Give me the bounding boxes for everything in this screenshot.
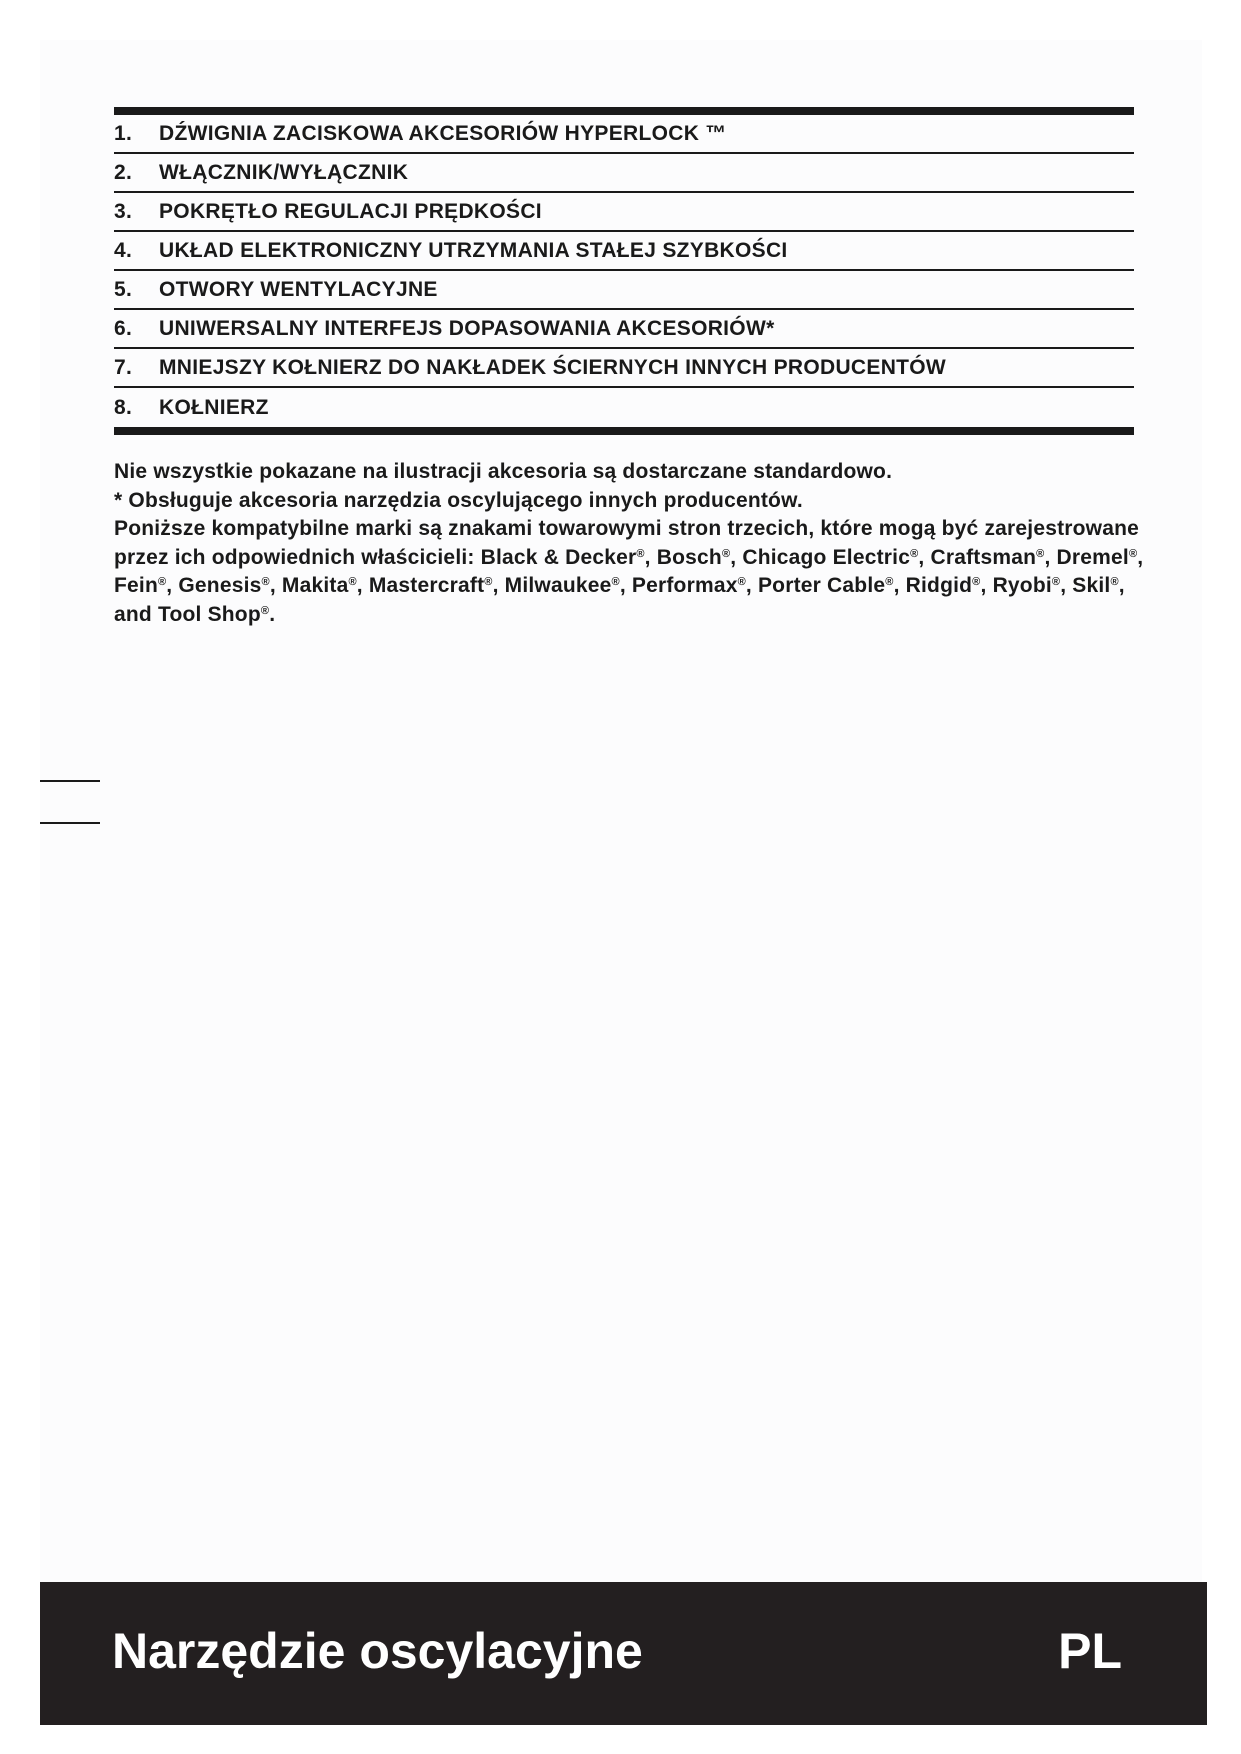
registered-mark: ® [157,576,167,588]
registered-mark: ® [885,576,894,588]
parts-list-top-rule [114,107,1134,115]
note-compatibility: * Obsługuje akcesoria narzędzia oscylującego innych producentów. [114,488,803,512]
part-row [114,349,1134,388]
separator: , [745,574,758,597]
note-accessories: Nie wszystkie pokazane na ilustracji akcesoria są dostarczane standardowo. [114,460,893,483]
brand-name: Dremel [1056,545,1129,569]
registered-mark: ® [972,576,981,588]
separator: , [730,545,743,569]
brand-name: Milwaukee [504,574,612,597]
part-row [114,310,1134,349]
part-number: 1. [114,121,133,145]
trademark-intro: Poniższe kompatybilne marki są znakami towarowymi stron trzecich, które mogą być zarejestrowane przez ich odpowiednich właścicieli: [114,517,1140,569]
brand-name: Mastercraft [368,574,485,597]
parts-list-bottom-rule [114,427,1134,435]
separator: , [356,574,369,597]
brand-name: Black & Decker [480,545,637,569]
brand-name: Fein [114,574,158,597]
registered-mark: ® [261,576,270,588]
brand-name: Genesis [178,574,262,597]
brand-name: Makita [281,574,349,597]
brand-prefix: and [114,602,158,626]
part-label: DŹWIGNIA ZACISKOWA AKCESORIÓW HYPERLOCK ™ [159,121,727,145]
part-label: MNIEJSZY KOŁNIERZ DO NAKŁADEK ŚCIERNYCH INNYCH PRODUCENTÓW [159,355,947,379]
part-number: 7. [114,355,133,379]
separator: , [269,574,282,597]
registered-mark: ® [737,576,746,588]
notes-block [114,458,1144,629]
separator: , [918,545,931,569]
registered-mark: ® [1036,547,1045,560]
brand-name: Ryobi [992,574,1052,597]
part-label: POKRĘTŁO REGULACJI PRĘDKOŚCI [159,199,542,223]
brand-name: Bosch [656,545,722,569]
brand-name: Craftsman [930,545,1037,569]
part-row [114,232,1134,271]
part-number: 8. [114,395,133,419]
separator: , [166,574,179,597]
part-label: UKŁAD ELEKTRONICZNY UTRZYMANIA STAŁEJ SZYBKOŚCI [159,238,788,262]
registered-mark: ® [260,604,270,617]
part-number: 6. [114,316,133,340]
part-number: 3. [114,199,133,223]
part-row [114,271,1134,310]
language-code: PL [1058,1623,1122,1679]
brand-name: Tool Shop [157,602,261,626]
separator: , [644,545,657,569]
separator: , [1060,574,1073,597]
registered-mark: ® [1128,547,1138,560]
separator: , [1044,545,1057,569]
parts-list [114,107,1134,435]
registered-mark: ® [484,576,493,588]
registered-mark: ® [910,547,919,560]
separator: , [492,574,505,597]
part-label: UNIWERSALNY INTERFEJS DOPASOWANIA AKCESORIÓW* [159,316,775,340]
registered-mark: ® [611,576,620,588]
separator: , [1137,545,1144,569]
part-row [114,193,1134,232]
part-label: OTWORY WENTYLACYJNE [159,277,438,301]
brand-name: Skil [1072,574,1111,597]
note-trademarks [114,515,1144,629]
footer-bar [40,1582,1207,1725]
part-number: 4. [114,238,133,262]
separator: , [1118,574,1125,597]
part-row [114,388,1134,427]
registered-mark: ® [1110,576,1119,588]
margin-rule-upper [40,780,100,782]
brand-name: Ridgid [905,574,973,597]
registered-mark: ® [348,576,357,588]
registered-mark: ® [636,547,645,560]
registered-mark: ® [721,547,731,560]
part-number: 5. [114,277,133,301]
brand-name: Porter Cable [757,574,886,597]
document-title: Narzędzie oscylacyjne [112,1623,643,1679]
separator: , [980,574,993,597]
end-punctuation: . [269,602,276,626]
parts-list-rows [114,115,1134,427]
separator: , [619,574,632,597]
part-row [114,115,1134,154]
margin-rule-lower [40,822,100,824]
brand-name: Performax [631,574,738,597]
registered-mark: ® [1051,576,1061,588]
part-row [114,154,1134,193]
separator: , [893,574,906,597]
part-number: 2. [114,160,133,184]
part-label: WŁĄCZNIK/WYŁĄCZNIK [159,160,409,184]
brand-name: Chicago Electric [742,545,911,569]
part-label: KOŁNIERZ [159,395,269,419]
